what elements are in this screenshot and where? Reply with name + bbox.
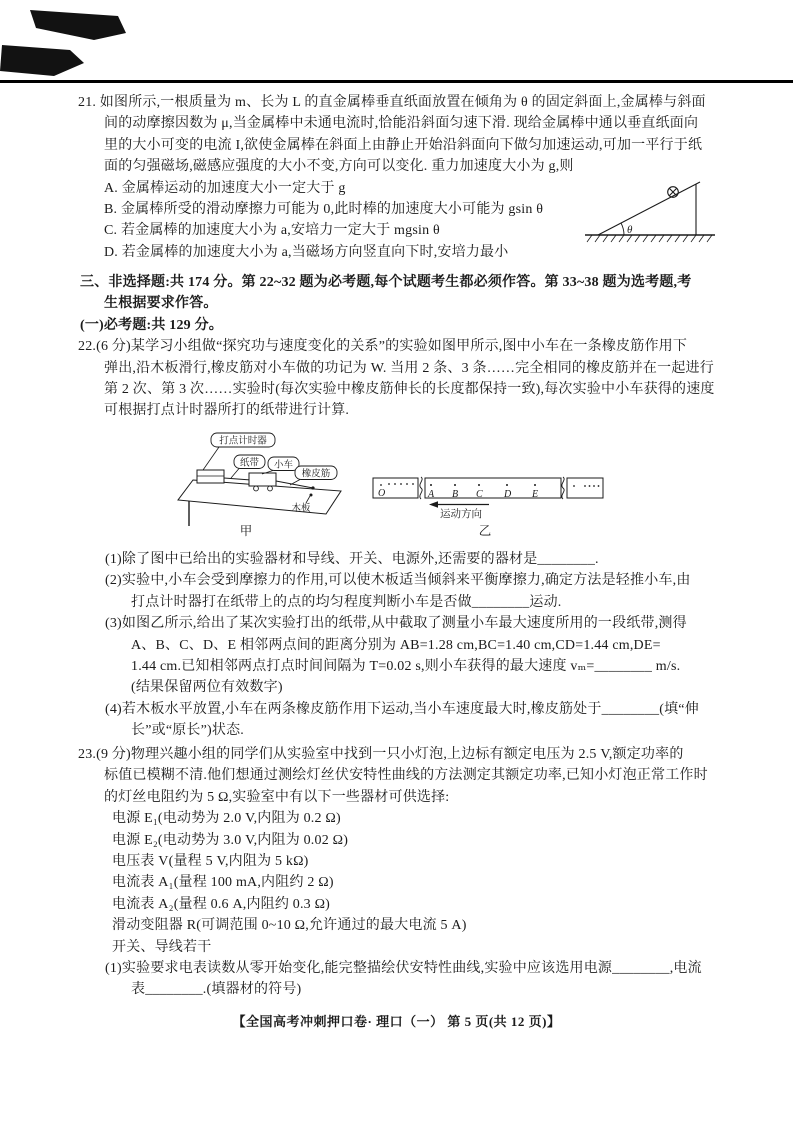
text-line: 23.(9 分)物理兴趣小组的同学们从实验室中找到一只小灯泡,上边标有额定电压为 2.5 V,额定功率的 <box>78 747 684 762</box>
option-c: C. 若金属棒的加速度大小为 a,安培力一定大于 mgsin θ <box>104 223 440 239</box>
tape-piece-right <box>567 478 603 498</box>
tape-callout-tail <box>231 469 239 479</box>
scan-blob-2 <box>0 45 84 76</box>
point-B: B <box>452 489 459 500</box>
equipment-item: 开关、导线若干 <box>112 939 212 955</box>
motion-direction-label: 运动方向 <box>440 509 482 520</box>
top-rule <box>0 80 793 83</box>
text-line: 面的匀强磁场,磁感应强度的大小不变,方向可以变化. 重力加速度大小为 g,则 <box>104 159 574 175</box>
text-line: 1.44 cm.已知相邻两点打点时间间隔为 T=0.02 s,则小车获得的最大速度 vₘ=________ m/s. <box>131 658 681 674</box>
incline-surface <box>598 182 700 235</box>
subsection-heading: (一)必考题:共 129 分。 <box>80 317 223 333</box>
ground-hatching <box>587 235 712 242</box>
text-line: 间的动摩擦因数为 μ,当金属棒中未通电流时,恰能沿斜面匀速下滑. 现给金属棒中通以垂直纸面向 <box>104 116 699 132</box>
text-line: 打点计时器打在纸带上的点的均匀程度判断小车是否做________运动. <box>131 594 562 610</box>
sub-question-3: (3)如图乙所示,给出了某次实验打出的纸带,从中截取了测量小车最大速度所用的一段纸带,测得 <box>105 616 687 632</box>
scan-artifact-marks <box>0 0 160 85</box>
equipment-item: 电流表 A₁(量程 100 mA,内阻约 2 Ω) <box>112 875 334 891</box>
timer-body <box>197 470 224 483</box>
option-a: A. 金属棒运动的加速度大小一定大于 g <box>104 180 346 196</box>
peg-dot <box>311 486 314 489</box>
section-heading: 三、非选择题:共 174 分。第 22~32 题为必考题,每个试题考生都必须作答。第 33~38 题为选考题,考 <box>80 275 692 290</box>
text-line: 第 2 次、第 3 次……实验时(每次实验中橡皮筋伸长的长度都保持一致),每次实验中小车获得的速度 <box>104 381 715 397</box>
figure-yi-caption: 乙 <box>478 524 492 538</box>
equipment-item: 电源 E₁(电动势为 2.0 V,内阻为 0.2 Ω) <box>112 811 341 827</box>
tape-piece-main <box>425 478 561 498</box>
incline-figure <box>582 166 717 248</box>
experiment-figure <box>173 428 610 545</box>
tear-mark <box>562 477 564 499</box>
tape-label: 纸带 <box>239 458 260 469</box>
text-line: 长”或“原长”)状态. <box>131 723 245 739</box>
board-label: 木板 <box>291 504 311 514</box>
text-line: A、B、C、D、E 相邻两点间的距离分别为 AB=1.28 cm,BC=1.40 cm,CD=1.44 cm,DE= <box>131 637 661 653</box>
figure-jia-caption: 甲 <box>239 524 253 538</box>
text-line: (结果保留两位有效数字) <box>131 680 283 696</box>
equipment-item: 电压表 V(量程 5 V,内阻为 5 kΩ) <box>112 853 309 869</box>
section-heading-cont: 生根据要求作答。 <box>104 296 218 312</box>
page-footer: 【全国高考冲刺押口卷· 理口（一） 第 5 页(共 12 页)】 <box>232 1014 561 1029</box>
text-line: 可根据打点计时器所打的纸带进行计算. <box>104 403 350 419</box>
text-line: 的灯丝电阻约为 5 Ω,实验室中有以下一些器材可供选择: <box>104 789 450 805</box>
point-A: A <box>428 489 435 500</box>
tape-line <box>224 478 251 480</box>
text-line: 标值已模糊不清.他们想通过测绘灯丝伏安特性曲线的方法测定其额定功率,已知小灯泡正常工作时 <box>104 768 708 784</box>
text-line: 22.(6 分)某学习小组做“探究功与速度变化的关系”的实验如图甲所示,图中小车在一条橡皮筋作用下 <box>78 339 688 355</box>
point-C: C <box>476 489 483 500</box>
point-E: E <box>532 489 539 500</box>
angle-arc <box>621 223 624 235</box>
point-O: O <box>378 488 386 499</box>
cart-body <box>249 473 276 486</box>
apparatus-diagram <box>178 433 341 538</box>
question-22-subs <box>105 549 699 742</box>
question-23 <box>78 744 708 1001</box>
option-b: B. 金属棒所受的滑动摩擦力可能为 0,此时棒的加速度大小可能为 gsin θ <box>104 201 544 217</box>
text-line: 弹出,沿木板滑行,橡皮筋对小车做的功记为 W. 当用 2 条、3 条……完全相同的橡皮筋并在一起进行 <box>104 360 714 376</box>
equipment-item: 滑动变阻器 R(可调范围 0~10 Ω,允许通过的最大电流 5 A) <box>112 918 467 934</box>
tape-diagram <box>373 477 603 538</box>
option-d: D. 若金属棒的加速度大小为 a,当磁场方向竖直向下时,安培力最小 <box>104 244 509 260</box>
scan-blob-1 <box>30 10 126 40</box>
equipment-item: 电流表 A₂(量程 0.6 A,内阻约 0.3 Ω) <box>112 896 331 912</box>
timer-callout-tail <box>203 447 219 470</box>
point-D: D <box>504 489 512 500</box>
text-line: 表________.(填器材的符号) <box>131 982 302 998</box>
sub-question-4: (4)若木板水平放置,小车在两条橡皮筋作用下运动,当小车速度最大时,橡皮筋处于________(填“伸 <box>105 701 699 717</box>
cart-label: 小车 <box>273 460 294 471</box>
tear-mark <box>420 477 422 499</box>
text-line: 21. 如图所示,一根质量为 m、长为 L 的直金属棒垂直纸面放置在倾角为 θ 的固定斜面上,金属棒与斜面 <box>78 95 706 110</box>
sub-question-1: (1)实验要求电表读数从零开始变化,能完整描绘伏安特性曲线,实验中应该选用电源________,电流 <box>105 960 702 976</box>
equipment-item: 电源 E₂(电动势为 3.0 V,内阻为 0.02 Ω) <box>112 832 349 848</box>
sub-question-2: (2)实验中,小车会受到摩擦力的作用,可以使木板适当倾斜来平衡摩擦力,确定方法是轻推小车,由 <box>105 573 691 589</box>
motion-arrowhead <box>429 501 438 508</box>
text-line: 里的大小可变的电流 I,欲使金属棒在斜面上由静止开始沿斜面向下做匀加速运动,可加一平行于纸 <box>104 137 703 153</box>
section-3-and-q22 <box>78 272 715 422</box>
angle-label: θ <box>627 224 633 236</box>
band-label: 橡皮筋 <box>301 469 331 480</box>
sub-question-1: (1)除了图中已给出的实验器材和导线、开关、电源外,还需要的器材是________. <box>105 552 599 567</box>
timer-label: 打点计时器 <box>219 436 267 447</box>
